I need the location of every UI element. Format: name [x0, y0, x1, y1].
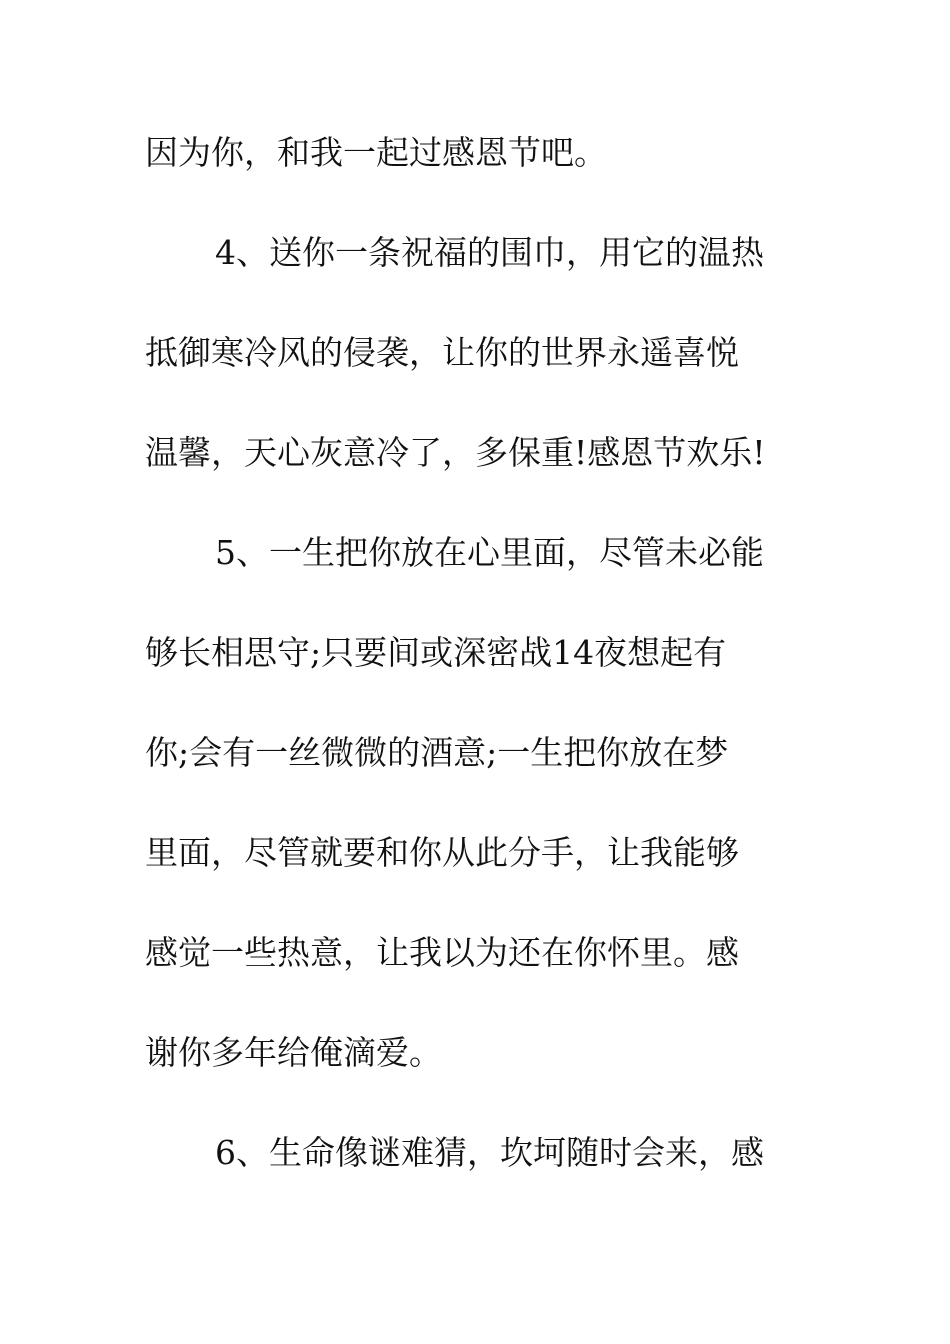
text-line: 谢你多年给俺滴爱。 [145, 1033, 442, 1072]
text-line: 感觉一些热意，让我以为还在你怀里。感 [145, 933, 739, 972]
paragraph-start-line: 6、生命像谜难猜，坎坷随时会来，感 [215, 1133, 764, 1172]
text-line: 你;会有一丝微微的酒意;一生把你放在梦 [145, 733, 729, 772]
text-line: 因为你，和我一起过感恩节吧。 [145, 133, 607, 172]
text-line: 抵御寒冷风的侵袭，让你的世界永遥喜悦 [145, 333, 739, 372]
paragraph-start-line: 4、送你一条祝福的围巾，用它的温热 [215, 233, 764, 272]
text-line: 温馨，天心灰意冷了，多保重!感恩节欢乐! [145, 433, 766, 472]
paragraph-start-line: 5、一生把你放在心里面，尽管未必能 [215, 533, 764, 572]
text-line: 够长相思守;只要间或深密战14夜想起有 [145, 633, 727, 672]
text-line: 里面，尽管就要和你从此分手，让我能够 [145, 833, 739, 872]
